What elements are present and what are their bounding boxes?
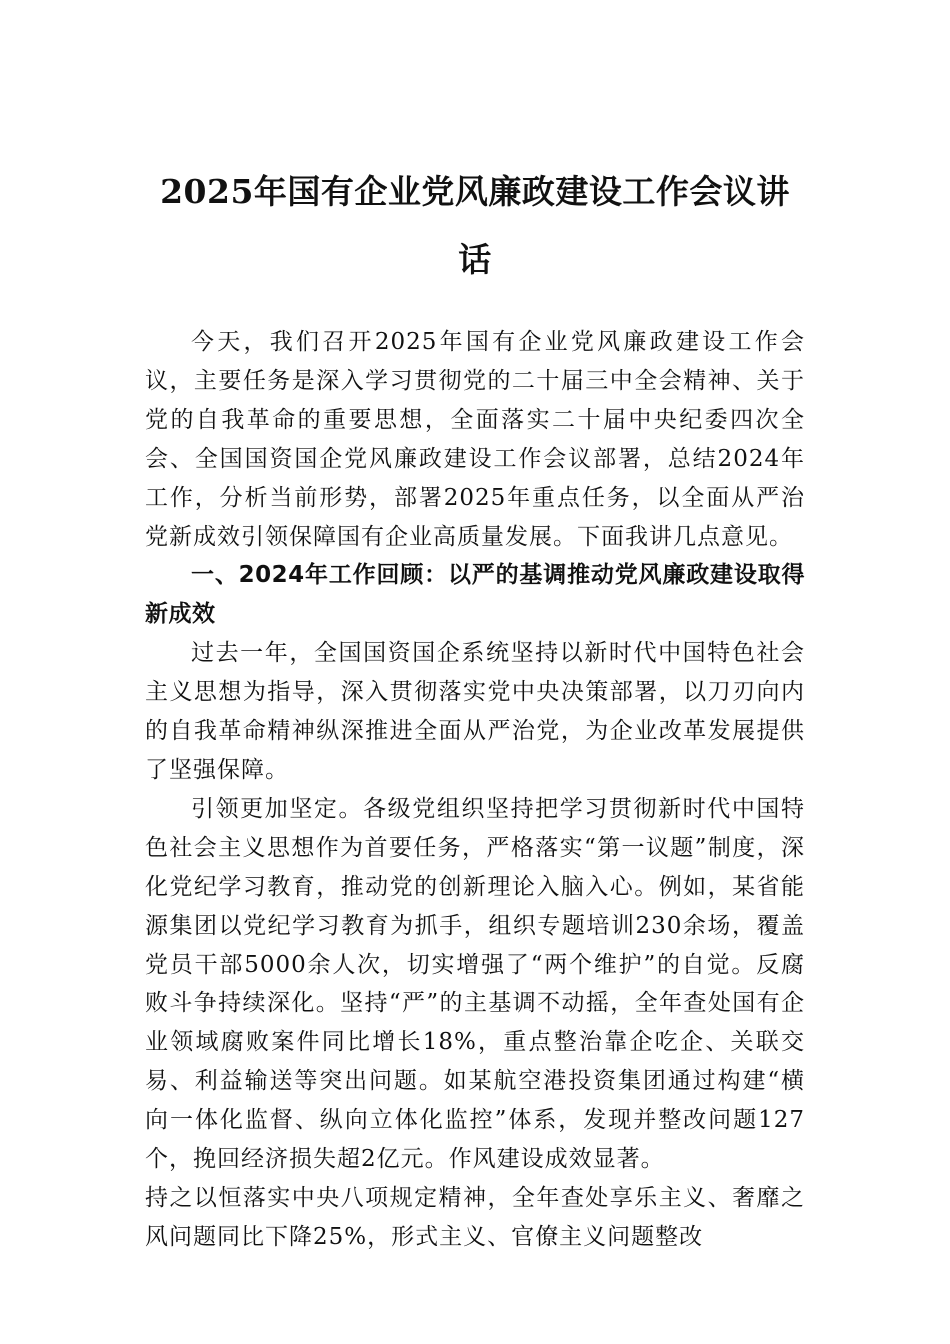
document-title: 2025年国有企业党风廉政建设工作会议讲话 <box>160 172 790 279</box>
opening-paragraph: 今天，我们召开2025年国有企业党风廉政建设工作会议，主要任务是深入学习贯彻党的二十届三中全会精神、关于党的自我革命的重要思想，全面落实二十届中央纪委四次全会、全国国资国企党风廉政建设工作会议部署，总结2024年工作，分析当前形势，部署2025年重点任务，以全面从严治党新成效引领保障国有企业高质量发展。下面我讲几点意见。 <box>145 329 805 550</box>
document-body <box>145 323 805 1257</box>
body-paragraph: 过去一年，全国国资国企系统坚持以新时代中国特色社会主义思想为指导，深入贯彻落实党中央决策部署，以刀刃向内的自我革命精神纵深推进全面从严治党，为企业改革发展提供了坚强保障。 <box>145 640 805 783</box>
section-heading-1: 一、2024年工作回顾：以严的基调推动党风廉政建设取得新成效 <box>145 562 805 628</box>
body-paragraph: 持之以恒落实中央八项规定精神，全年查处享乐主义、奢靡之风问题同比下降25%，形式主义、官僚主义问题整改 <box>145 1184 805 1250</box>
body-paragraph: 引领更加坚定。各级党组织坚持把学习贯彻新时代中国特色社会主义思想作为首要任务，严格落实“第一议题”制度，深化党纪学习教育，推动党的创新理论入脑入心。例如，某省能源集团以党纪学习教育为抓手，组织专题培训230余场，覆盖党员干部5000余人次，切实增强了“两个维护”的自觉。反腐败斗争持续深化。坚持“严”的主基调不动摇，全年查处国有企业领域腐败案件同比增长18%，重点整治靠企吃企、关联交易、利益输送等突出问题。如某航空港投资集团通过构建“横向一体化监督、纵向立体化监控”体系，发现并整改问题127个，挽回经济损失超2亿元。作风建设成效显著。 <box>145 795 805 1173</box>
